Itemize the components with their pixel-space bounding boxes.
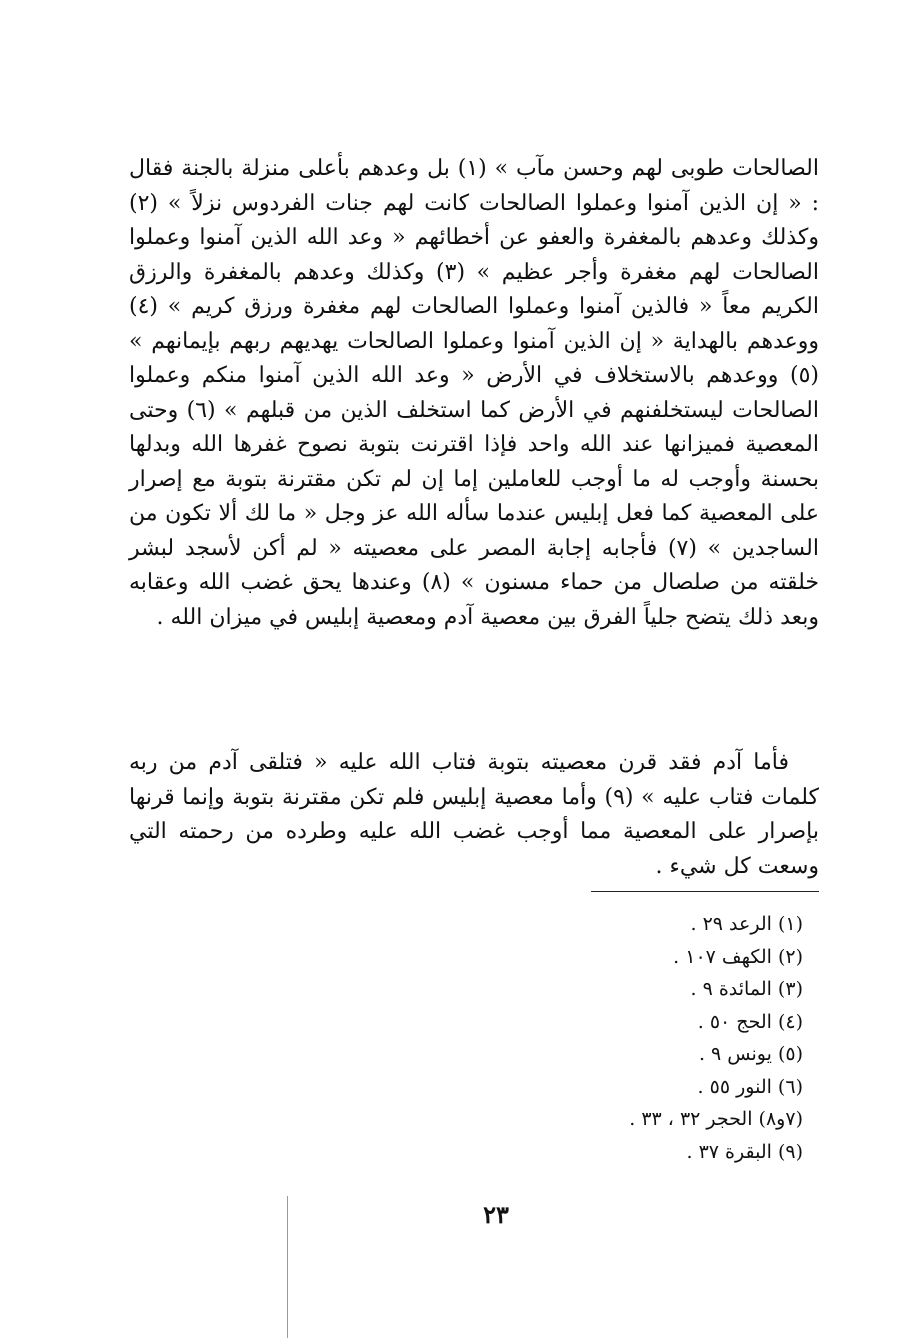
footnote-item: (٤) الحج ٥٠ .	[697, 1010, 803, 1033]
footnote-item: (٣) المائدة ٩ .	[690, 978, 803, 1000]
binding-edge-line	[287, 1196, 288, 1338]
footnote-separator	[591, 891, 819, 892]
footnote-item: (٩) البقرة ٣٧ .	[686, 1140, 803, 1163]
body-paragraph-2	[129, 746, 819, 884]
footnotes-list	[443, 908, 803, 1168]
body-paragraph-1: الصالحات طوبى لهم وحسن مآب » (١) بل وعدهم بأعلى منزلة بالجنة فقال : « إن الذين آمنوا وعملوا الصالحات كانت لهم جنات الفردوس نزلاً » (٢) وكذلك وعدهم بالمغفرة والعفو عن أخطائهم « وعد الله الذين آمنوا وعملوا الصالحات لهم مغفرة وأجر عظيم » (٣) وكذلك وعدهم بالمغفرة والرزق الكريم معاً « فالذين آمنوا وعملوا الصالحات لهم مغفرة ورزق كريم » (٤) ووعدهم بالهداية « إن الذين آمنوا وعملوا الصالحات يهديهم ربهم بإيمانهم » (٥) ووعدهم بالاستخلاف في الأرض « وعد الله الذين آمنوا منكم وعملوا الصالحات ليستخلفنهم في الأرض كما استخلف الذين من قبلهم » (٦) وحتى المعصية فميزانها عند الله واحد فإذا اقترنت بتوبة نصوح غفرها الله وبدلها بحسنة وأوجب له ما أوجب للعاملين إما إن لم تكن مقترنة بتوبة مع إصرار على المعصية كما فعل إبليس عندما سأله الله عز وجل « ما لك ألا تكون من الساجدين » (٧) فأجابه إجابة المصر على معصيته « لم أكن لأسجد لبشر خلقته من صلصال من حماء مسنون » (٨) وعندها يحق غضب الله وعقابه وبعد ذلك يتضح جلياً الفرق بين معصية آدم ومعصية إبليس في ميزان الله .	[129, 156, 820, 630]
footnote-item: (٧و٨) الحجر ٣٢ ، ٣٣ .	[629, 1108, 803, 1130]
footnote-item: (١) الرعد ٢٩ .	[690, 913, 803, 935]
footnote-item: (٥) يونس ٩ .	[698, 1043, 803, 1065]
body-paragraph-2-text: فأما آدم فقد قرن معصيته بتوبة فتاب الله عليه « فتلقى آدم من ربه كلمات فتاب عليه » (٩) وأما معصية إبليس فلم تكن مقترنة بتوبة وإنما قرنها بإصرار على المعصية مما أوجب غضب الله عليه وطرده من رحمته التي وسعت كل شيء .	[129, 750, 819, 879]
page-number: ٢٣	[483, 1200, 509, 1229]
footnote-item: (٦) النور ٥٥ .	[697, 1075, 803, 1098]
footnote-item: (٢) الكهف ١٠٧ .	[673, 945, 803, 968]
